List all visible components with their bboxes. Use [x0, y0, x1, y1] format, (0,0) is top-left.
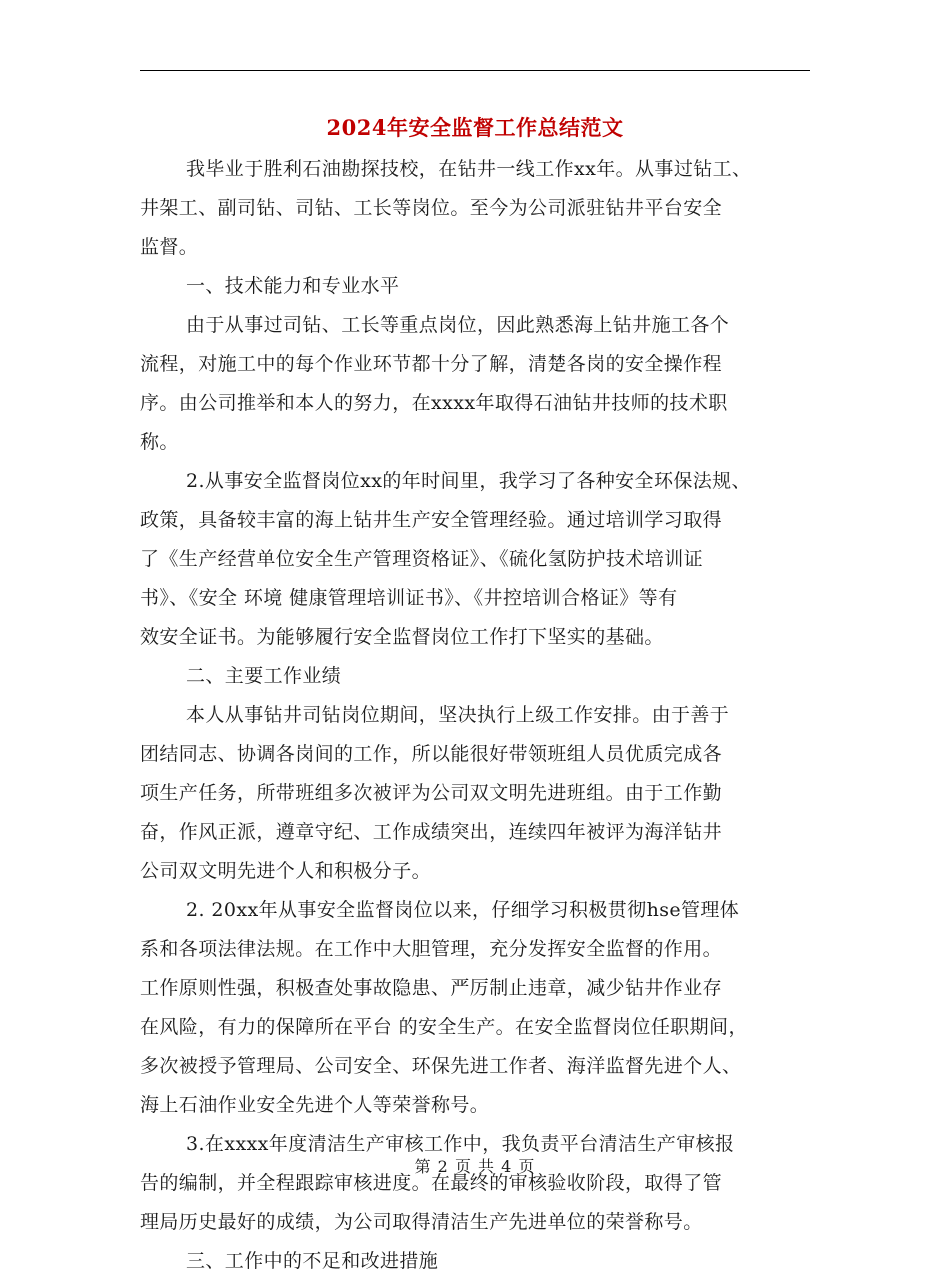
text-line: 3.在xxxx年度清洁生产审核工作中，我负责平台清洁生产审核报 [186, 1133, 735, 1155]
text-line: 井架工、副司钻、司钻、工长等岗位。至今为公司派驻钻井平台安全 [140, 197, 723, 219]
text-line: 海上石油作业安全先进个人等荣誉称号。 [140, 1094, 490, 1116]
text-line: 书》、《安全 环境 健康管理培训证书》、《井控培训合格证》等有 [140, 587, 678, 609]
text-line: 团结同志、协调各岗间的工作，所以能很好带领班组人员优质完成各 [140, 743, 723, 765]
text-line: 效安全证书。为能够履行安全监督岗位工作打下坚实的基础。 [140, 626, 664, 648]
text-line: 一、技术能力和专业水平 [186, 275, 400, 297]
text-line: 2. 20xx年从事安全监督岗位以来，仔细学习积极贯彻hse管理体 [186, 899, 740, 921]
text-line: 了《生产经营单位安全生产管理资格证》、《硫化氢防护技术培训证 [140, 548, 704, 570]
text-line: 称。 [140, 431, 179, 453]
text-line: 告的编制，并全程跟踪审核进度。在最终的审核验收阶段，取得了管 [140, 1172, 723, 1194]
text-line: 二、主要工作业绩 [186, 665, 342, 687]
document-body [140, 150, 830, 1281]
text-line: 2.从事安全监督岗位xx的年时间里，我学习了各种安全环保法规、 [186, 470, 751, 492]
text-line: 项生产任务，所带班组多次被评为公司双文明先进班组。由于工作勤 [140, 782, 723, 804]
text-line: 我毕业于胜利石油勘探技校，在钻井一线工作xx年。从事过钻工、 [186, 158, 752, 180]
text-line: 系和各项法律法规。在工作中大胆管理，充分发挥安全监督的作用。 [140, 938, 723, 960]
text-line: 流程，对施工中的每个作业环节都十分了解，清楚各岗的安全操作程 [140, 353, 723, 375]
document-title: 2024年安全监督工作总结范文 [326, 115, 624, 140]
text-line: 工作原则性强，积极查处事故隐患、严厉制止违章，减少钻井作业存 [140, 977, 723, 999]
header-rule [140, 70, 810, 71]
text-line: 序。由公司推举和本人的努力，在xxxx年取得石油钻井技师的技术职 [140, 392, 728, 414]
page-footer: 第 2 页 共 4 页 [414, 1157, 536, 1176]
text-line: 三、工作中的不足和改进措施 [186, 1250, 439, 1272]
text-line: 政策，具备较丰富的海上钻井生产安全管理经验。通过培训学习取得 [140, 509, 723, 531]
text-line: 监督。 [140, 236, 199, 258]
text-line: 本人从事钻井司钻岗位期间，坚决执行上级工作安排。由于善于 [186, 704, 730, 726]
text-line: 公司双文明先进个人和积极分子。 [140, 860, 432, 882]
text-line: 在风险，有力的保障所在平台 的安全生产。在安全监督岗位任职期间， [140, 1016, 748, 1038]
text-line: 由于从事过司钻、工长等重点岗位，因此熟悉海上钻井施工各个 [186, 314, 730, 336]
text-line: 奋，作风正派，遵章守纪、工作成绩突出，连续四年被评为海洋钻井 [140, 821, 723, 843]
text-line: 多次被授予管理局、公司安全、环保先进工作者、海洋监督先进个人、 [140, 1055, 742, 1077]
text-line: 理局历史最好的成绩，为公司取得清洁生产先进单位的荣誉称号。 [140, 1211, 703, 1233]
